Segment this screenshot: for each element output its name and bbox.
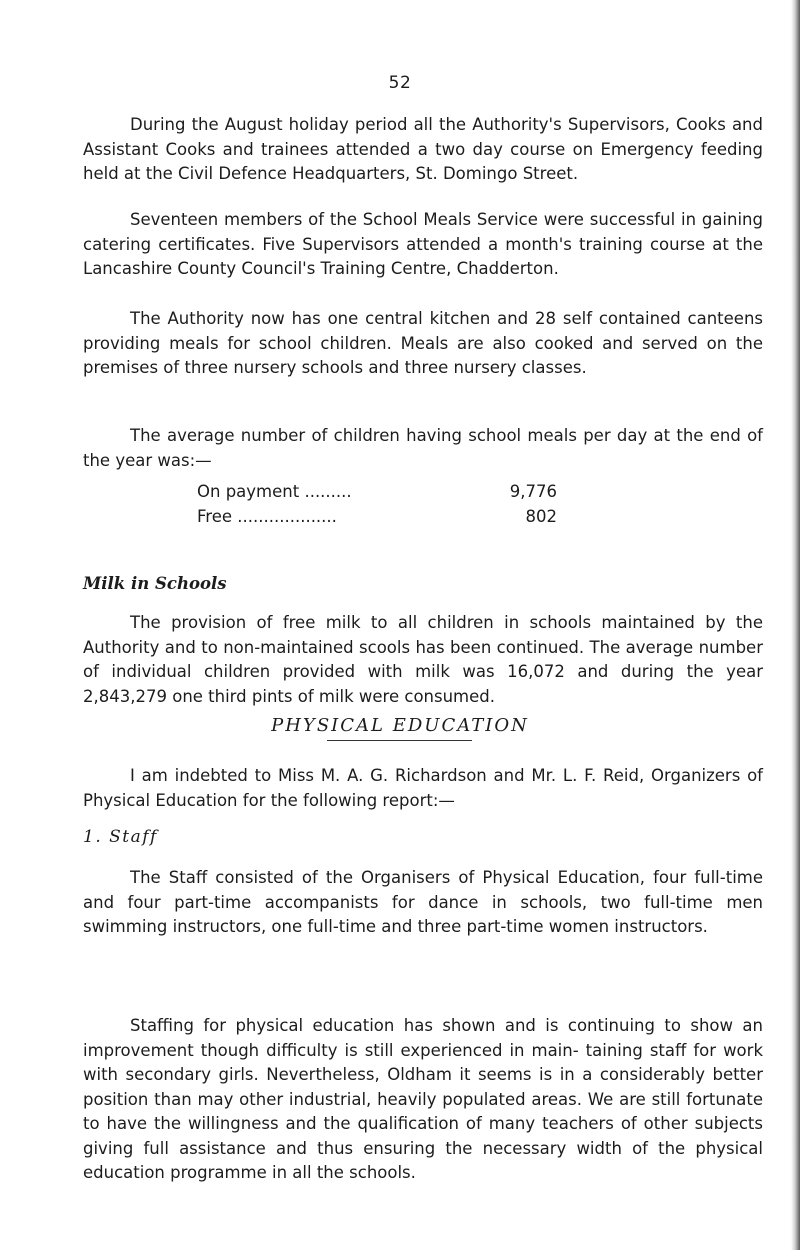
meals-row-leader: .........	[299, 482, 352, 501]
staff-heading: 1. Staff	[83, 827, 158, 847]
paragraph-milk-provision: The provision of free milk to all children in schools maintained by the Authority and to non-maintained scools has been continued. The average number of individual children provided with milk was 16,072 and during the year 2,843,279 one third pints of milk were consumed.	[83, 613, 763, 706]
paragraph-staffing-improvement: Staffing for physical education has shown and is continuing to show an improvement though difficulty is still experienced in main- taining staff for work with secondary girls. Nevertheless, Oldham it seems is in a considerably better position than may other industrial, heavily populated areas. We are still fortunate to have the willingness and the qualification of many teachers of other subjects giving full assistance and thus ensuring the necessary width of the physical education programme in all the schools.	[83, 1016, 763, 1182]
paragraph-staff-composition: The Staff consisted of the Organisers of Physical Education, four full-time and four part-time accompanists for dance in schools, two full-time men swimming instructors, one full-time and three part-time women instructors.	[83, 868, 763, 936]
meals-row-leader: ...................	[232, 506, 337, 526]
paragraph-central-kitchen: The Authority now has one central kitchen and 28 self contained canteens providing meals for school children. Meals are also cooked and served on the premises of three nursery schools and three nursery classes.	[83, 309, 763, 377]
section-title-physical-education: PHYSICAL EDUCATION	[271, 715, 529, 736]
meals-row-on-payment	[197, 480, 557, 505]
meals-row-free	[197, 505, 557, 530]
page-number: 52	[388, 73, 412, 93]
paragraph-pe-intro: I am indebted to Miss M. A. G. Richardson and Mr. L. F. Reid, Organizers of Physical Education for the following report:—	[83, 766, 763, 810]
meals-table	[197, 480, 557, 529]
paragraph-average-meals: The average number of children having school meals per day at the end of the year was:—	[83, 426, 763, 470]
milk-heading: Milk in Schools	[83, 574, 227, 593]
meals-row-value: 9,776	[509, 482, 557, 501]
meals-row-label-group	[197, 480, 352, 505]
section-divider	[327, 740, 472, 741]
meals-row-value: 802	[525, 506, 557, 526]
page-edge-shadow	[791, 0, 800, 1250]
paragraph-catering-certificates: Seventeen members of the School Meals Service were successful in gaining catering certificates. Five Supervisors attended a month's training course at the Lancashire County Council's Training Centre, Chadderton.	[83, 210, 763, 278]
paragraph-emergency-feeding: During the August holiday period all the Authority's Supervisors, Cooks and Assistant Cooks and trainees attended a two day course on Emergency feeding held at the Civil Defence Headquarters, St. Domingo Street.	[83, 115, 763, 183]
meals-row-label-group	[197, 505, 337, 530]
meals-row-label: On payment	[197, 482, 300, 501]
meals-row-label: Free	[197, 506, 233, 526]
